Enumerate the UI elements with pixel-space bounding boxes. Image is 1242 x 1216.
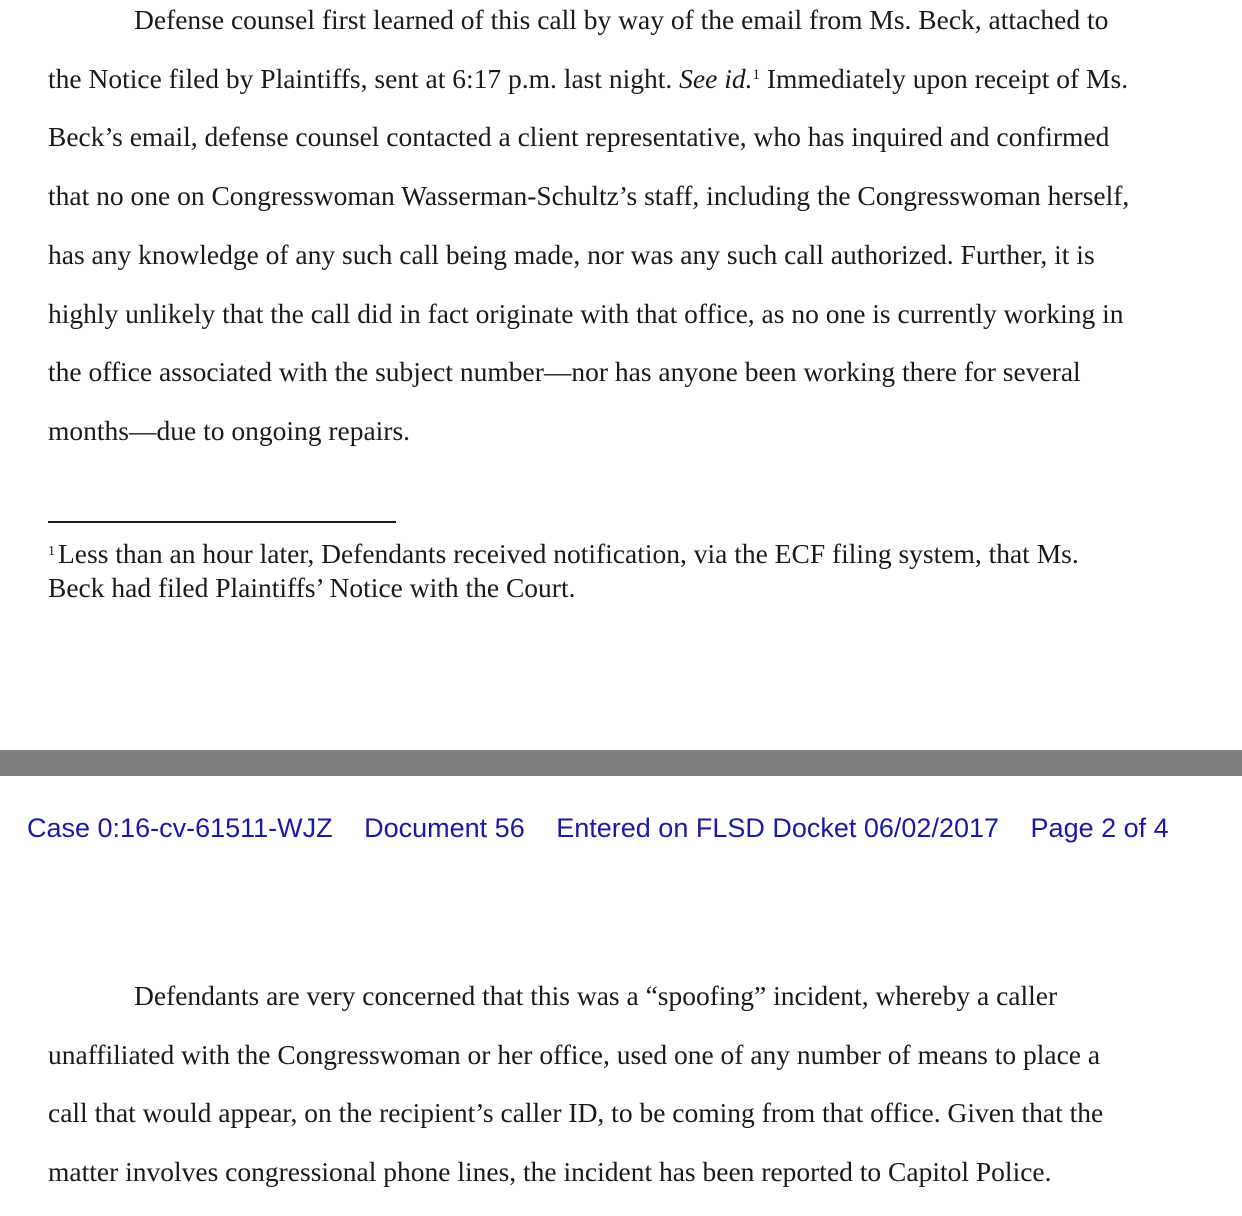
paragraph-line: months—due to ongoing repairs. (48, 415, 411, 446)
line-text: Immediately upon receipt of Ms. (766, 63, 1129, 94)
paragraph-line: highly unlikely that the call did in fact originate with that office, as no one is currently working in (48, 298, 1124, 329)
paragraph-line: has any knowledge of any such call being made, nor was any such call authorized. Further, it is (48, 239, 1095, 270)
document-number: Document 56 (364, 813, 525, 843)
paragraph-line: unaffiliated with the Congresswoman or her office, used one of any number of means to place a (48, 1039, 1101, 1070)
paragraph-line: call that would appear, on the recipient’s caller ID, to be coming from that office. Given that the (48, 1097, 1104, 1128)
case-number: Case 0:16-cv-61511-WJZ (27, 813, 333, 843)
citation: See id. (679, 63, 753, 94)
footnote-text: Less than an hour later, Defendants received notification, via the ECF filing system, that Ms. (58, 538, 1079, 569)
entered-date: Entered on FLSD Docket 06/02/2017 (556, 813, 1000, 843)
footnote-marker: 1 (48, 544, 55, 559)
page-separator (0, 750, 1242, 776)
page-number: Page 2 of 4 (1030, 813, 1169, 843)
paragraph-line: Defense counsel first learned of this call by way of the email from Ms. Beck, attached to (134, 4, 1109, 35)
line-text: the Notice filed by Plaintiffs, sent at 6:17 p.m. last night. (48, 63, 673, 94)
paragraph-line: Defendants are very concerned that this was a “spoofing” incident, whereby a caller (134, 980, 1058, 1011)
paragraph-line: Beck’s email, defense counsel contacted a client representative, who has inquired and confirmed (48, 121, 1110, 152)
footnote-divider (48, 521, 396, 523)
paragraph-line: the office associated with the subject number—nor has anyone been working there for several (48, 356, 1081, 387)
paragraph-line: that no one on Congresswoman Wasserman-Schultz’s staff, including the Congresswoman herself, (48, 180, 1130, 211)
paragraph-line: matter involves congressional phone lines, the incident has been reported to Capitol Police. (48, 1156, 1052, 1187)
docket-header (27, 808, 1169, 848)
footnote-line (48, 538, 1079, 570)
footnote-line: Beck had filed Plaintiffs’ Notice with the Court. (48, 572, 576, 603)
paragraph-line (48, 62, 1128, 96)
footnote-reference[interactable]: 1 (752, 67, 760, 83)
